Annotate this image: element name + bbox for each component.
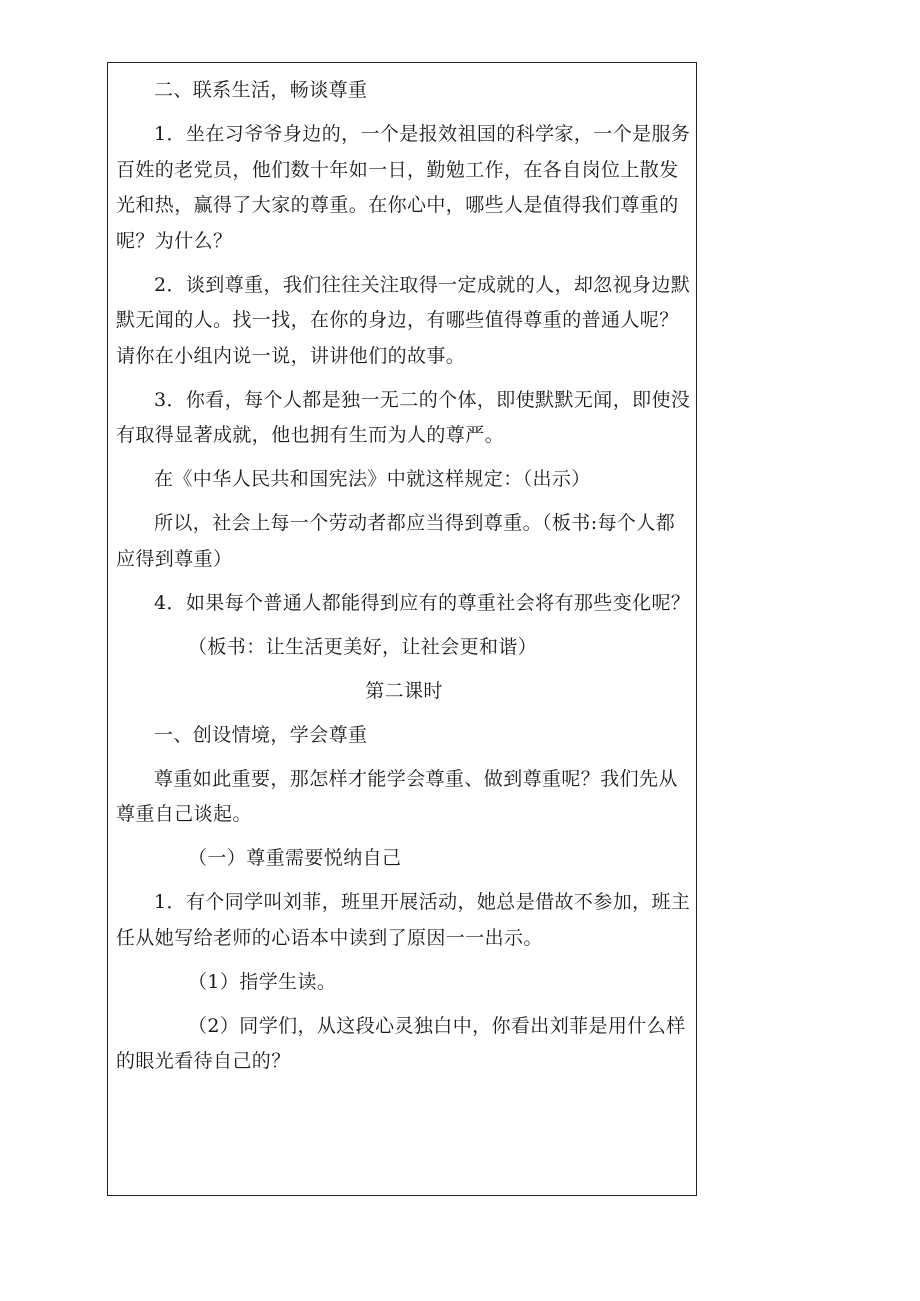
summary-line: 所以，社会上每一个劳动者都应当得到尊重。（板书:每个人都应得到尊重）: [116, 512, 676, 570]
step-1: （1）指学生读。: [188, 970, 337, 993]
document-body: [116, 63, 692, 1080]
section-heading-1: 一、创设情境，学会尊重: [154, 723, 368, 746]
lesson-title: 第二课时: [365, 679, 443, 702]
board-note: （板书：让生活更美好，让社会更和谐）: [188, 635, 538, 658]
step-2: （2）同学们，从这段心灵独白中，你看出刘菲是用什么样的眼光看待自己的？: [116, 1014, 686, 1072]
question-4: 4．如果每个普通人都能得到应有的尊重社会将有那些变化呢？: [154, 591, 691, 614]
question-3: 3．你看，每个人都是独一无二的个体，即使默默无闻，即使没有取得显著成就，他也拥有生而为人的尊严。: [116, 388, 691, 446]
case-1: 1．有个同学叫刘菲，班里开展活动，她总是借故不参加，班主任从她写给老师的心语本中读到了原因一一出示。: [116, 891, 691, 949]
constitution-line: 在《中华人民共和国宪法》中就这样规定：（出示）: [154, 468, 591, 490]
lesson-plan-table-cell: [107, 62, 697, 1196]
intro-paragraph: 尊重如此重要，那怎样才能学会尊重、做到尊重呢？我们先从尊重自己谈起。: [116, 767, 678, 825]
question-2: 2．谈到尊重，我们往往关注取得一定成就的人，却忽视身边默默无闻的人。找一找，在你的身边，有哪些值得尊重的普通人呢？请你在小组内说一说，讲讲他们的故事。: [116, 273, 691, 367]
section-heading-2: 二、联系生活，畅谈尊重: [154, 79, 368, 101]
question-1: 1．坐在习爷爷身边的，一个是报效祖国的科学家，一个是服务百姓的老党员，他们数十年如一日，勤勉工作，在各自岗位上散发光和热，赢得了大家的尊重。在你心中，哪些人是值得我们尊重的呢？为什么？: [116, 123, 691, 252]
subsection-heading: （一）尊重需要悦纳自己: [188, 847, 402, 869]
